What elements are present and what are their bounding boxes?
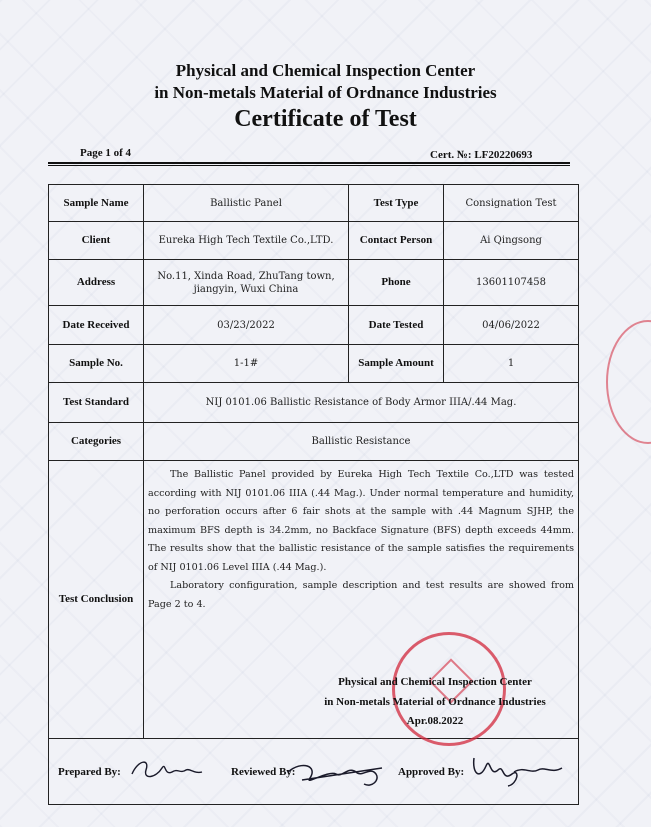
header-rule-thin [48, 165, 570, 166]
table-row [49, 423, 579, 461]
approved-by-label: Approved By: [398, 766, 465, 778]
issuer-line2: in Non-metals Material of Ordnance Industries [324, 696, 546, 708]
prepared-by-label: Prepared By: [58, 766, 121, 778]
contact-value: Ai Qingsong [444, 222, 579, 260]
categories-label: Categories [49, 423, 144, 461]
sample-no-label: Sample No. [49, 345, 144, 383]
certificate-number: Cert. №: LF20220693 [430, 149, 533, 161]
test-conclusion-text [144, 461, 578, 614]
sample-amount-value: 1 [444, 345, 579, 383]
contact-label: Contact Person [349, 222, 444, 260]
table-row [49, 345, 579, 383]
header-rule [48, 162, 570, 164]
test-type-label: Test Type [349, 185, 444, 222]
approved-signature-icon [468, 744, 568, 788]
sample-name-label: Sample Name [49, 185, 144, 222]
conclusion-paragraph-2: Laboratory configuration, sample description and test results are showed from Page 2 to 4. [148, 580, 574, 610]
official-seal-stamp [392, 632, 506, 746]
client-label: Client [49, 222, 144, 260]
issue-date: Apr.08.2022 [406, 715, 464, 727]
table-row [49, 383, 579, 423]
reviewed-signature-icon [282, 752, 392, 794]
address-line1: No.11, Xinda Road, ZhuTang town, [157, 270, 335, 282]
client-value: Eureka High Tech Textile Co.,LTD. [144, 222, 349, 260]
conclusion-paragraph-1: The Ballistic Panel provided by Eureka High Tech Textile Co.,LTD was tested according with NIJ 0101.06 IIIA (.44 Mag.). Under normal temperature and humidity, no perforation occurs after 6 fair shots at the sample with .44 Magnum SJHP, the maximum BFS depth is 34.2mm, no Backface Signature (BFS) depth exceeds 44mm. The results show that the ballistic resistance of the sample satisfies the requirements of NIJ 0101.06 Level IIIA (.44 Mag.). [148, 469, 574, 573]
sample-no-value: 1-1# [144, 345, 349, 383]
issuer-line1: Physical and Chemical Inspection Center [338, 676, 532, 688]
date-tested-value: 04/06/2022 [444, 306, 579, 345]
address-value [144, 260, 349, 306]
sample-name-value: Ballistic Panel [144, 185, 349, 222]
test-standard-label: Test Standard [49, 383, 144, 423]
table-row [49, 185, 579, 222]
address-line2: jiangyin, Wuxi China [193, 283, 299, 295]
date-received-value: 03/23/2022 [144, 306, 349, 345]
categories-value: Ballistic Resistance [144, 423, 579, 461]
date-received-label: Date Received [49, 306, 144, 345]
test-conclusion-label: Test Conclusion [49, 461, 144, 739]
table-row [49, 260, 579, 306]
sample-amount-label: Sample Amount [349, 345, 444, 383]
document-title: Certificate of Test [234, 106, 417, 132]
reviewed-by-label: Reviewed By: [231, 766, 296, 778]
test-standard-value: NIJ 0101.06 Ballistic Resistance of Body Armor IIIA/.44 Mag. [144, 383, 579, 423]
date-tested-label: Date Tested [349, 306, 444, 345]
address-label: Address [49, 260, 144, 306]
table-row [49, 222, 579, 260]
prepared-signature-icon [128, 752, 208, 786]
phone-label: Phone [349, 260, 444, 306]
phone-value: 13601107458 [444, 260, 579, 306]
page-number: Page 1 of 4 [80, 147, 132, 159]
test-type-value: Consignation Test [444, 185, 579, 222]
center-name-line2: in Non-metals Material of Ordnance Industries [154, 83, 497, 102]
center-name-line1: Physical and Chemical Inspection Center [175, 61, 476, 80]
table-row [49, 306, 579, 345]
side-seal-stamp [606, 320, 651, 444]
